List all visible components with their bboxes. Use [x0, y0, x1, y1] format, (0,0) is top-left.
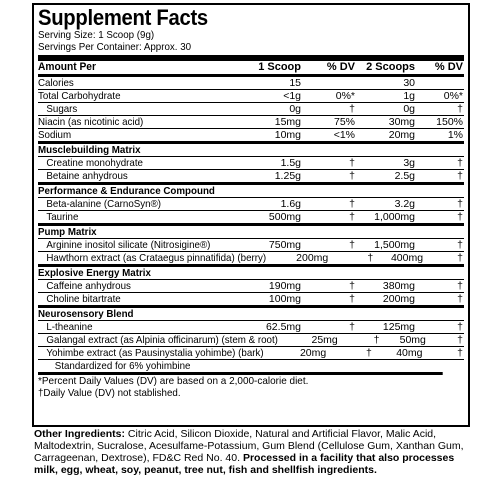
servings-per-container: Servings Per Container: Approx. 30	[38, 40, 192, 53]
table-row: L-theanine 62.5mg † 125mg †	[38, 320, 464, 333]
table-row: Taurine 500mg † 1,000mg †	[38, 210, 464, 223]
table-row: Sodium 10mg <1% 20mg 1%	[38, 129, 463, 141]
standardization-note: Standardized for 6% yohimbine	[38, 359, 464, 372]
other-ingredients	[34, 428, 474, 476]
header-1-scoop: 1 Scoop	[258, 61, 301, 73]
section-title: Musclebuilding Matrix	[38, 144, 141, 156]
panel-title: Supplement Facts	[38, 5, 208, 30]
table-row: Arginine inositol silicate (Nitrosigine®) 750mg † 1,500mg †	[38, 238, 464, 251]
section-title: Explosive Energy Matrix	[38, 267, 151, 279]
table-row: Betaine anhydrous 1.25g † 2.5g †	[38, 169, 464, 182]
table-row: Galangal extract (as Alpinia officinarum) (stem & root) 25mg † 50mg †	[38, 333, 464, 346]
footnote-dagger: †Daily Value (DV) not stablished.	[38, 386, 181, 399]
header-2-scoops: 2 Scoops	[366, 61, 415, 73]
ingredients-label: Other Ingredients:	[34, 428, 126, 440]
allergen-statement: Processed in a facility that also processes milk, egg, wheat, soy, peanut, tree nut, fish and shellfish ingredients.	[34, 452, 455, 476]
table-row: Creatine monohydrate 1.5g † 3g †	[38, 156, 464, 169]
table-row: Sugars 0g † 0g †	[38, 102, 464, 115]
table-row: Choline bitartrate 100mg † 200mg †	[38, 292, 464, 305]
supplement-facts-panel	[32, 3, 470, 427]
header-dv-1: % DV	[326, 61, 355, 73]
table-row: Hawthorn extract (as Crataegus pinnatifida) (berry) 200mg † 400mg †	[38, 251, 464, 264]
serving-size: Serving Size: 1 Scoop (9g)	[38, 29, 155, 41]
header-amount-per: Amount Per	[38, 61, 96, 73]
table-header	[38, 61, 464, 74]
ingredients-text: Citric Acid, Silicon Dioxide, Natural and Artificial Flavor, Malic Acid, Maltodextrin, Sucralose, Acesulfame-Potassium, Gum Blend (Cellulose Gum, Xanthan Gum, Carrageenan, Dextrose), FD&C Red No. 40.	[34, 428, 464, 464]
footnote-dv: *Percent Daily Values (DV) are based on a 2,000-calorie diet.	[38, 372, 443, 388]
table-row: Yohimbe extract (as Pausinystalia yohimbe) (bark) 20mg † 40mg †	[38, 346, 464, 359]
table-row: Calories 15 30	[38, 77, 415, 89]
section-title: Performance & Endurance Compound	[38, 185, 215, 197]
table-row: Beta-alanine (CarnoSyn®) 1.6g † 3.2g †	[38, 197, 464, 210]
table-row: Total Carbohydrate <1g 0%* 1g 0%*	[38, 90, 463, 102]
section-title: Pump Matrix	[38, 226, 97, 238]
header-dv-2: % DV	[434, 61, 463, 73]
section-title: Neurosensory Blend	[38, 308, 134, 320]
table-row: Caffeine anhydrous 190mg † 380mg †	[38, 279, 464, 292]
table-row: Niacin (as nicotinic acid) 15mg 75% 30mg 150%	[38, 116, 463, 128]
